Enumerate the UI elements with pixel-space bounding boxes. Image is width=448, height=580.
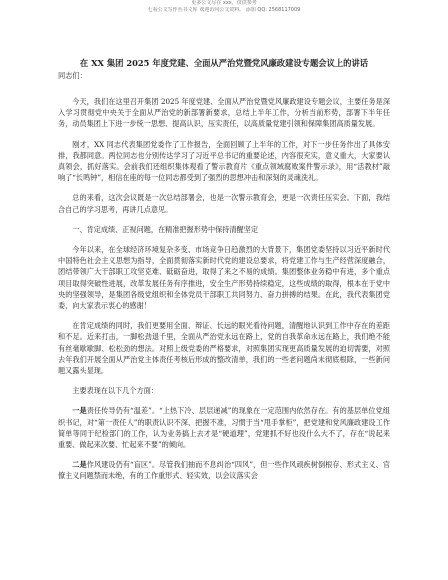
paragraph-point-one: 一是责任传导仍有“温差”。“上热下冷、层层递减”的现象在一定范围内依然存在。有的基层单位党组织书记，对“第一责任人”的职责认识不深、把握不准，习惯于当“甩手掌柜”，把党建和党风廉政建设工作简单等同于纪检部门的工作，认为业务搞上去才是“硬道理”，党建抓不好也没什么大不了，存在“说起来重要、做起来次要、忙起来不要”的倾向。 [58,406,390,450]
paragraph-summary: 总的来看，这次会议既是一次总结部署会，也是一次警示教育会，更是一次责任压实会。下面，我结合自己的学习思考，再讲几点意见。 [58,193,390,214]
paragraph-point-two: 二是作风建设仍有“盲区”。尽管我们抽而不息纠治“四风”，但一些作风顽疾树倒根存、形式主义、官僚主义问题禁而未绝，有的工作重形式、轻实效，以会议落实会 [58,460,390,481]
paragraph-intro: 今天，我们在这里召开集团 2025 年度党建、全面从严治党暨党风廉政建设专题会议，主要任务是深入学习贯彻党中央关于全面从严治党的新部署新要求，总结上半年工作，分析当前形势，部署下半年任务，动员集团上下进一步统一思想、提高认识，压实责任，以高质量党建引领和保障集团高质量发展。 [58,97,390,129]
point-one-lead: 一是 [72,406,87,416]
header-top-line: 更多公文尽在 xxx，仅供参考 [191,0,257,6]
paragraph-achievements: 今年以来，在全球经济环境复杂多变、市场竞争日趋激烈的大背景下，集团党委坚持以习近平新时代中国特色社会主义思想为指导，全面贯彻落实新时代党的建设总要求，将党建工作与生产经营深度融合，团结带领广大干部职工攻坚克难、砥砺奋进，取得了来之不易的成绩。集团整体业务稳中有进，多个重点项目取得突破性进展，改革发展任务有序推进，安全生产形势持续稳定，这些成绩的取得，根本在于党中央的坚强领导，是集团各级党组织和全体党员干部职工共同努力、奋力拼搏的结果。在此，我代表集团党委，向大家表示衷心的感谢！ [58,245,390,311]
section-heading-one: 一、肯定成绩、正视问题，在精准把握形势中保持清醒坚定 [72,224,258,234]
paragraph-main-points: 主要表现在以下几个方面： [72,386,158,396]
point-two-lead: 二是 [72,460,87,470]
paragraph-problems: 在肯定成绩的同时，我们更要用全面、辩证、长远的眼光看待问题，清醒地认识到工作中存在的差距和不足。近来打击，一脚松劲退千里，全面从严治党永远在路上，党的自我革命永远在路上，我们绝不能有丝毫歇歇脚、松松劲的想法。对照上级党委的严格要求，对照集团实现更高质量发展的迫切需要，对照去年我们开展全面从严治党主体责任考核后形成的整改清单，我们的一些老问题尚未彻底根除，一些新问题又露头显现。 [58,321,390,376]
page-header [0,0,448,14]
document-body [58,96,390,491]
paragraph-report: 刚才，XX 同志代表集团党委作了工作报告，全面回顾了上半年的工作，对下一步任务作出了具体安排，我都同意。两位同志也分别传达学习了习近平总书记的重要论述，内容很充实，意义重大，大家要认真领会，抓好落实。会前我们还组织集体观看了警示教育片《重点领域腐败案件警示录》，用“活教材”敲响了“长鸣钟”，相信在座的每一位同志都受到了强烈的思想冲击和深刻的灵魂洗礼。 [58,139,390,183]
header-sub-line: 七看公文写作丛书文库 欢迎访问公文资料。 添加 QQ: 2568117009 [147,7,301,13]
document-title: 在 XX 集团 2025 年度党建、全面从严治党暨党风廉政建设专题会议上的讲话 [79,58,369,68]
salutation: 同志们： [58,71,87,80]
